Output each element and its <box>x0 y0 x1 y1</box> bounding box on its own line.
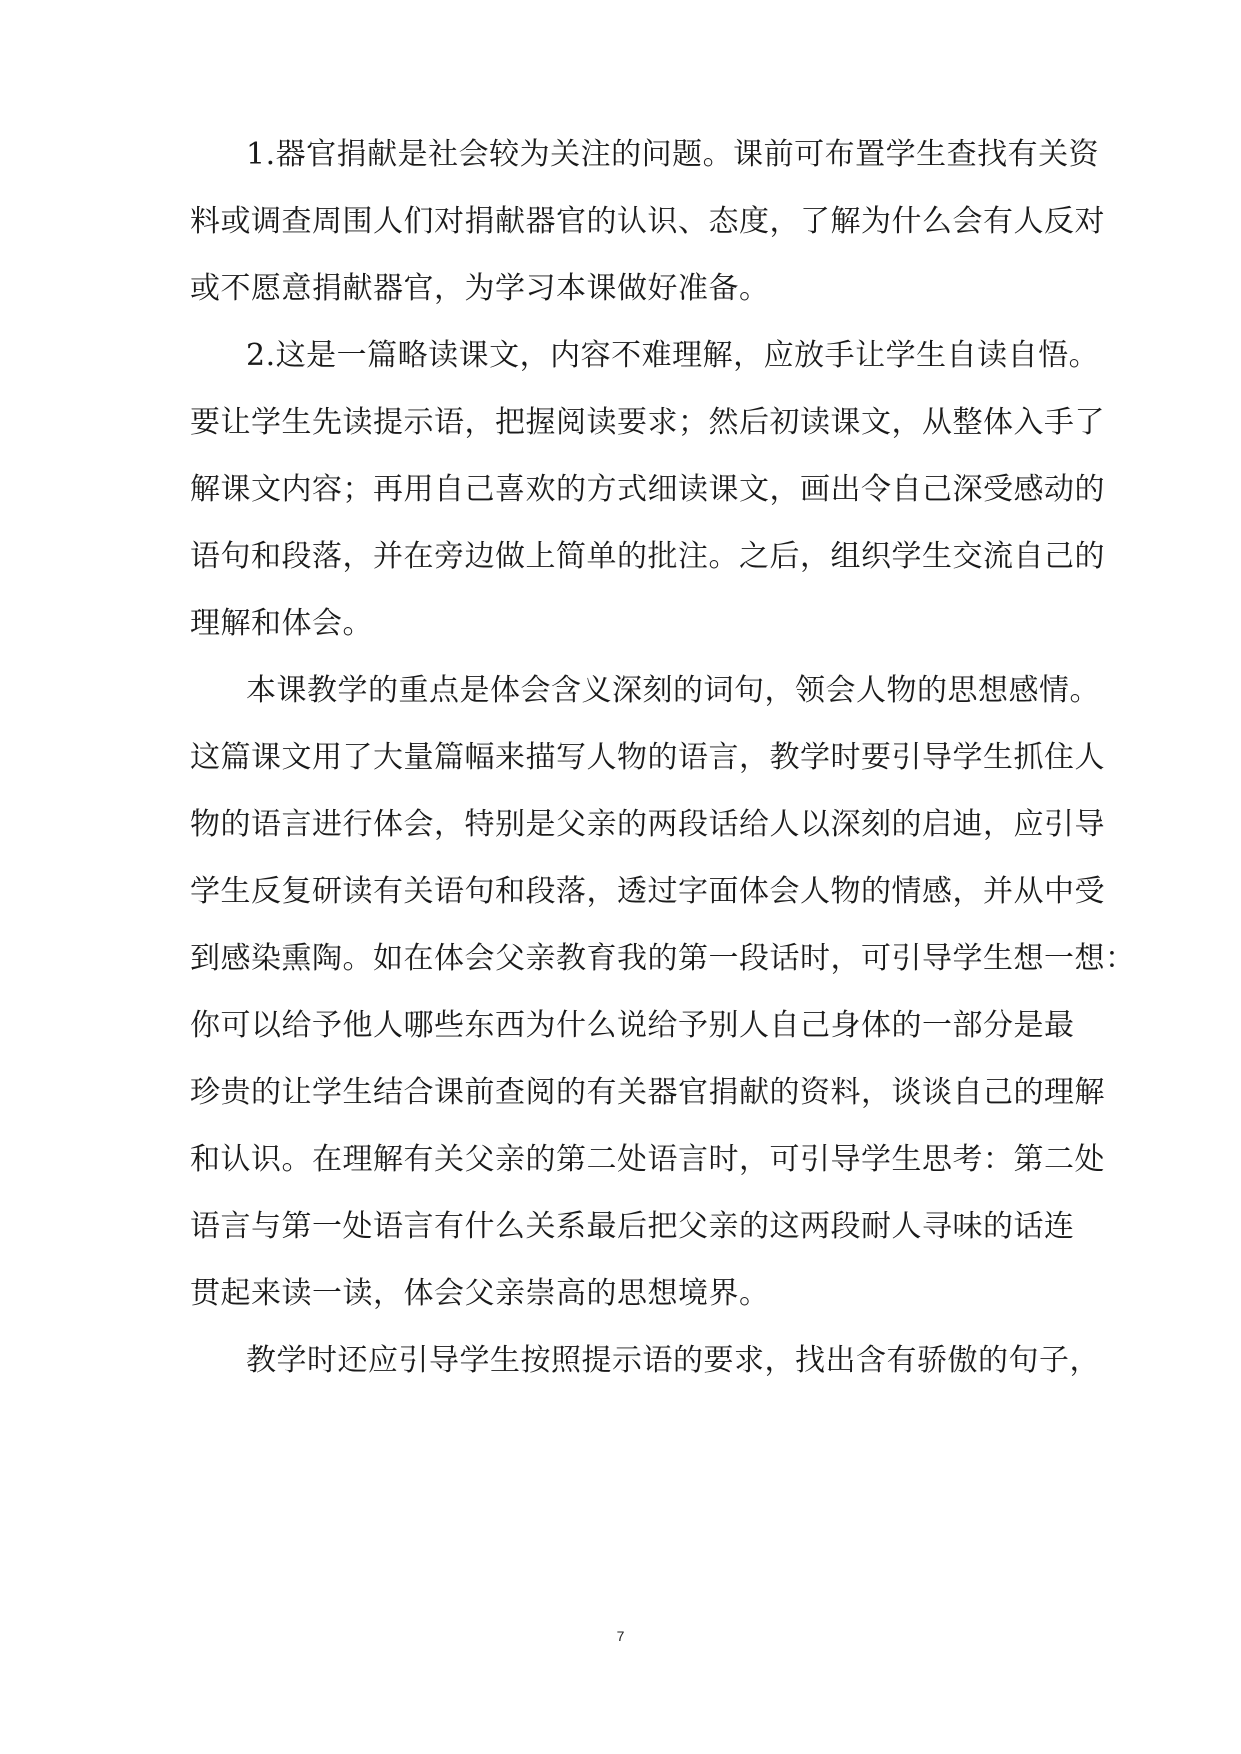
paragraph-2-line-5: 理解和体会。 <box>190 606 373 641</box>
paragraph-3-line-9: 语言与第一处语言有什么关系最后把父亲的这两段耐人寻味的话连 <box>190 1209 1075 1244</box>
paragraph-1-line-2: 料或调查周围人们对捐献器官的认识、态度，了解为什么会有人反对 <box>190 204 1105 239</box>
paragraph-2-line-1: 2.这是一篇略读课文，内容不难理解，应放手让学生自读自悟。 <box>246 338 1100 373</box>
paragraph-3-line-1: 本课教学的重点是体会含义深刻的词句，领会人物的思想感情。 <box>246 673 1100 708</box>
paragraph-2-line-3: 解课文内容；再用自己喜欢的方式细读课文，画出令自己深受感动的 <box>190 472 1105 507</box>
paragraph-3-line-2: 这篇课文用了大量篇幅来描写人物的语言，教学时要引导学生抓住人 <box>190 740 1105 775</box>
paragraph-3-line-5: 到感染熏陶。如在体会父亲教育我的第一段话时，可引导学生想一想： <box>190 941 1136 976</box>
paragraph-3-line-10: 贯起来读一读，体会父亲崇高的思想境界。 <box>190 1276 770 1311</box>
paragraph-2-line-4: 语句和段落，并在旁边做上简单的批注。之后，组织学生交流自己的 <box>190 539 1105 574</box>
paragraph-3-line-4: 学生反复研读有关语句和段落，透过字面体会人物的情感，并从中受 <box>190 874 1105 909</box>
paragraph-3-line-7: 珍贵的让学生结合课前查阅的有关器官捐献的资料，谈谈自己的理解 <box>190 1075 1105 1110</box>
paragraph-3-line-3: 物的语言进行体会，特别是父亲的两段话给人以深刻的启迪，应引导 <box>190 807 1105 842</box>
paragraph-4-line-1: 教学时还应引导学生按照提示语的要求，找出含有骄傲的句子， <box>246 1343 1100 1378</box>
paragraph-3-line-6: 你可以给予他人哪些东西为什么说给予别人自己身体的一部分是最 <box>190 1008 1075 1043</box>
page-number: 7 <box>616 1628 625 1644</box>
paragraph-1-line-3: 或不愿意捐献器官，为学习本课做好准备。 <box>190 271 770 306</box>
paragraph-2-line-2: 要让学生先读提示语，把握阅读要求；然后初读课文，从整体入手了 <box>190 405 1105 440</box>
paragraph-1-line-1: 1.器官捐献是社会较为关注的问题。课前可布置学生查找有关资 <box>246 137 1100 172</box>
paragraph-3-line-8: 和认识。在理解有关父亲的第二处语言时，可引导学生思考：第二处 <box>190 1142 1105 1177</box>
